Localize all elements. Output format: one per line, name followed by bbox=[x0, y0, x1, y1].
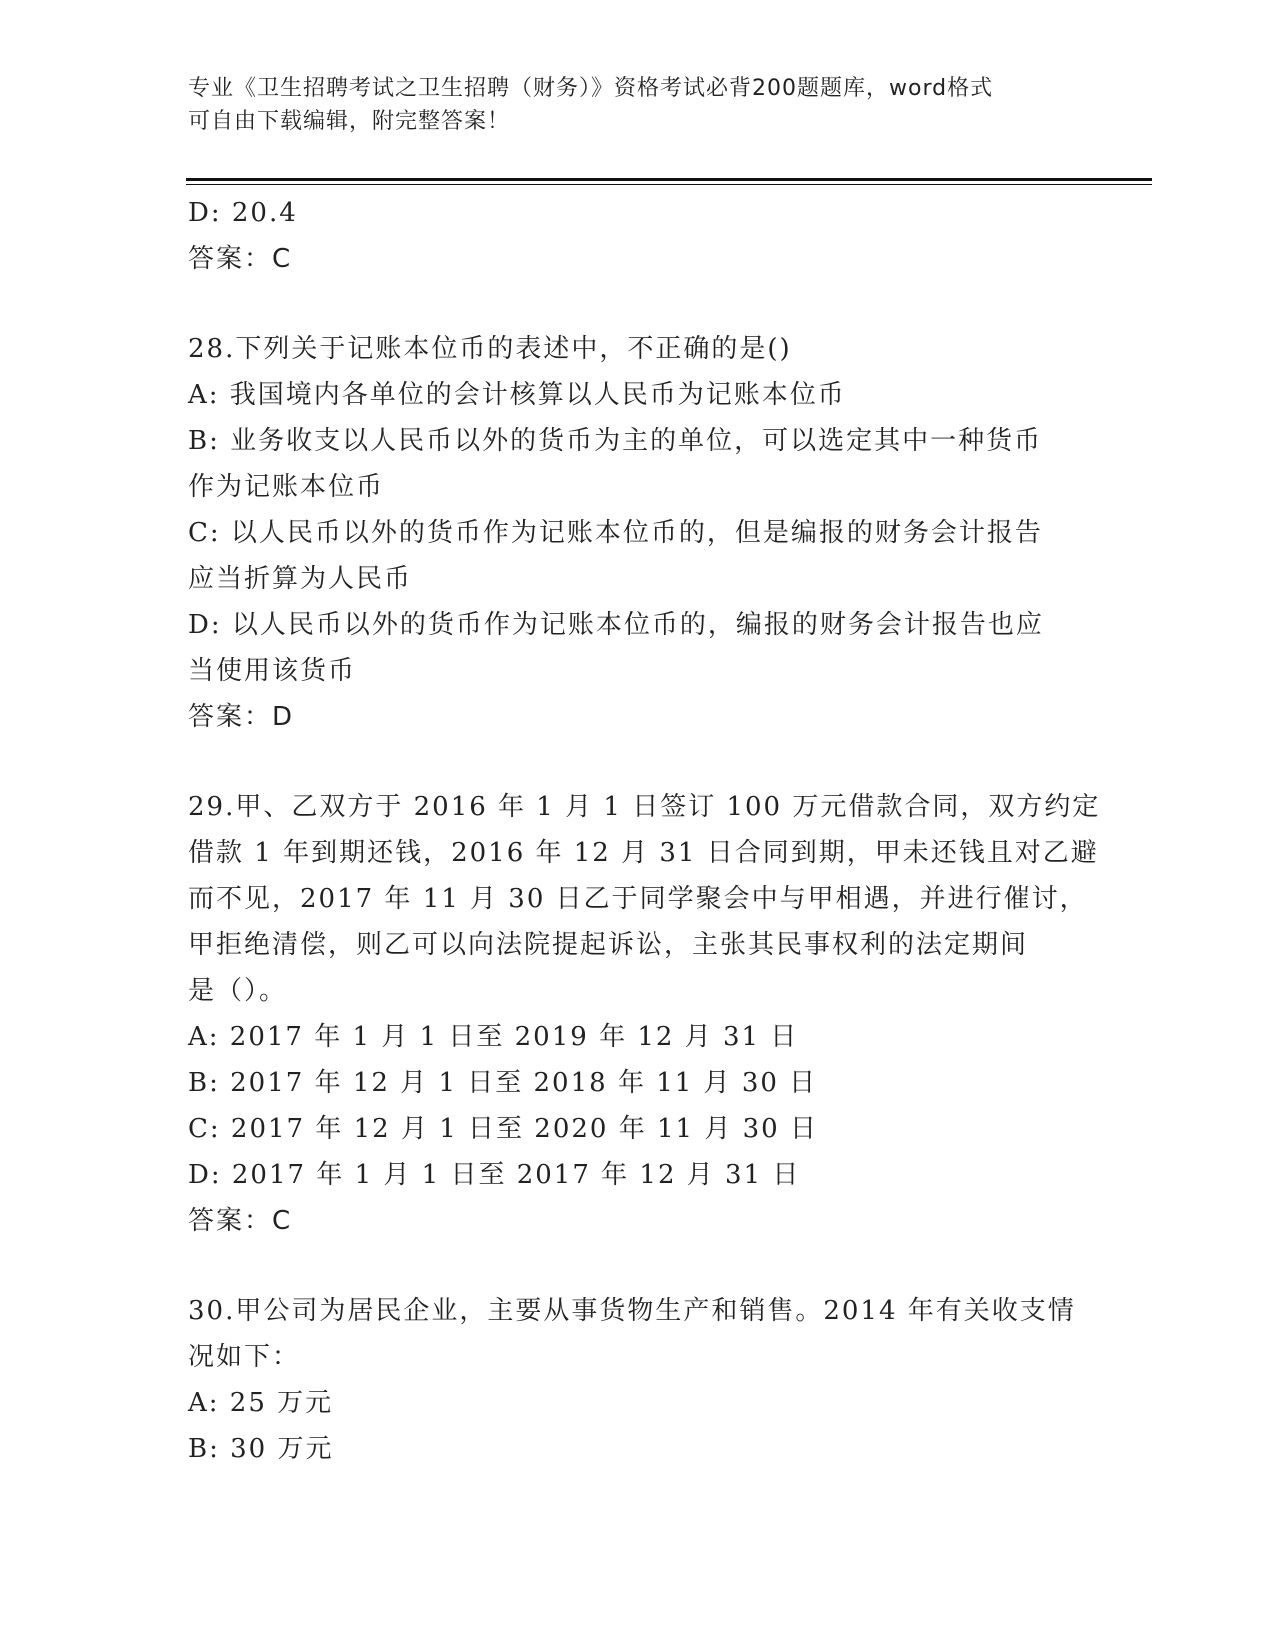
header-line-2: 可自由下载编辑，附完整答案！ bbox=[188, 109, 511, 134]
document-header bbox=[188, 72, 1068, 138]
option-d: D: 2017 年 1 月 1 日至 2017 年 12 月 31 日 bbox=[188, 1160, 801, 1190]
question-stem-continued: 是（）。 bbox=[188, 976, 288, 1006]
question-stem: 28.下列关于记账本位币的表述中，不正确的是() bbox=[188, 334, 792, 364]
question-stem-continued: 况如下： bbox=[188, 1342, 301, 1372]
answer: 答案：D bbox=[188, 702, 295, 732]
option-c: C: 2017 年 12 月 1 日至 2020 年 11 月 30 日 bbox=[188, 1114, 818, 1144]
option-b: B: 业务收支以人民币以外的货币为主的单位，可以选定其中一种货币 bbox=[188, 426, 1043, 456]
question-29 bbox=[188, 784, 1101, 1244]
option-c-continued: 应当折算为人民币 bbox=[188, 564, 413, 594]
question-27 bbox=[188, 190, 1088, 282]
option-c: C: 以人民币以外的货币作为记账本位币的，但是编报的财务会计报告 bbox=[188, 518, 1043, 548]
answer: 答案：C bbox=[188, 1206, 293, 1236]
question-28 bbox=[188, 326, 1088, 740]
question-stem-continued: 甲拒绝清偿，则乙可以向法院提起诉讼，主张其民事权利的法定期间 bbox=[188, 930, 1029, 960]
question-stem: 29.甲、乙双方于 2016 年 1 月 1 日签订 100 万元借款合同，双方约定 bbox=[188, 792, 1101, 822]
answer: 答案：C bbox=[188, 244, 293, 274]
header-line-1: 专业《卫生招聘考试之卫生招聘（财务）》资格考试必背200题题库，word格式 bbox=[188, 76, 994, 101]
option-b-continued: 作为记账本位币 bbox=[188, 472, 385, 502]
question-stem-continued: 借款 1 年到期还钱，2016 年 12 月 31 日合同到期，甲未还钱且对乙避 bbox=[188, 838, 1099, 868]
header-rule-thin bbox=[186, 184, 1152, 185]
header-rule-thick bbox=[186, 178, 1152, 181]
option-b: B: 2017 年 12 月 1 日至 2018 年 11 月 30 日 bbox=[188, 1068, 818, 1098]
option-a: A: 我国境内各单位的会计核算以人民币为记账本位币 bbox=[188, 380, 846, 410]
question-content bbox=[188, 190, 1101, 1472]
question-stem: 30.甲公司为居民企业，主要从事货物生产和销售。2014 年有关收支情 bbox=[188, 1296, 1076, 1326]
option-d: D: 20.4 bbox=[188, 198, 298, 228]
question-stem-continued: 而不见，2017 年 11 月 30 日乙于同学聚会中与甲相遇，并进行催讨， bbox=[188, 884, 1088, 914]
option-a: A: 2017 年 1 月 1 日至 2019 年 12 月 31 日 bbox=[188, 1022, 799, 1052]
option-b: B: 30 万元 bbox=[188, 1434, 334, 1464]
question-30 bbox=[188, 1288, 1088, 1472]
option-d-continued: 当使用该货币 bbox=[188, 656, 357, 686]
option-d: D: 以人民币以外的货币作为记账本位币的，编报的财务会计报告也应 bbox=[188, 610, 1044, 640]
option-a: A: 25 万元 bbox=[188, 1388, 334, 1418]
